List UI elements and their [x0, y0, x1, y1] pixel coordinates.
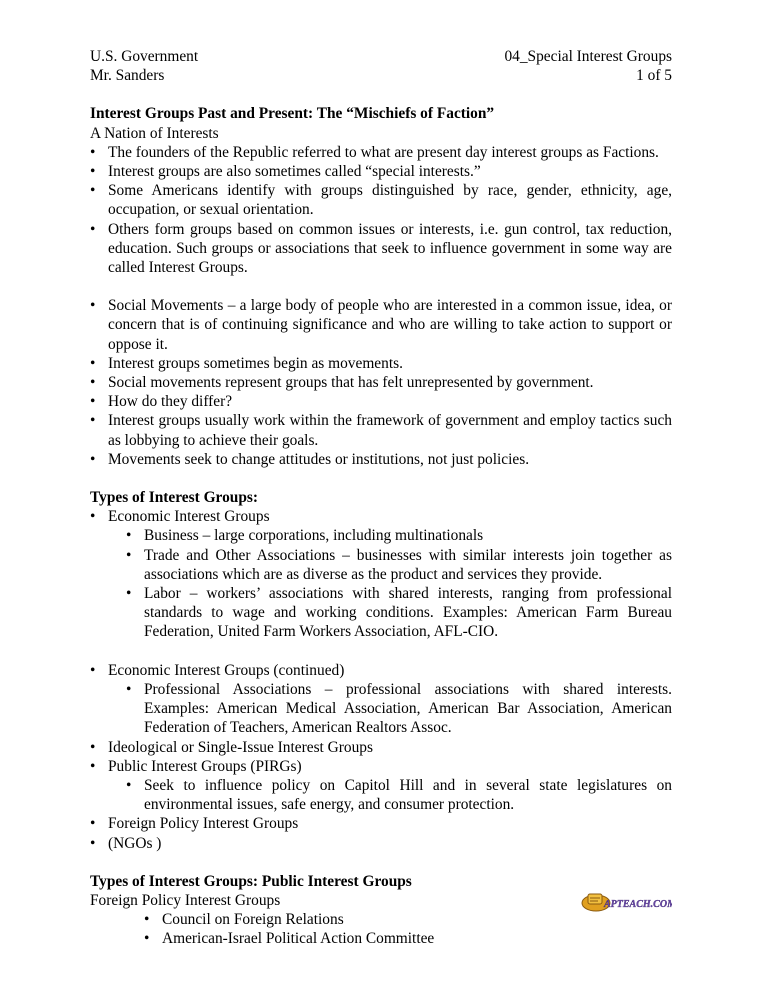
list-item: • Foreign Policy Interest Groups: [90, 814, 672, 833]
list-item: • How do they differ?: [90, 392, 672, 411]
sub-list-item: • Seek to influence policy on Capitol Hill and in several state legislatures on environmental issues, safe energy, and consumer protection.: [90, 776, 672, 814]
teacher-name: Mr. Sanders: [90, 67, 165, 85]
list-item: • Others form groups based on common issues or interests, i.e. gun control, tax reduction, education. Such groups or associations that seek to influence government in some way are called Interest Groups.: [90, 220, 672, 278]
list-item: • Social Movements – a large body of people who are interested in a common issue, idea, or concern that is of continuing significance and who are willing to take action to support or oppose it.: [90, 296, 672, 354]
section-title: Types of Interest Groups:: [90, 489, 259, 507]
sub-list-item: • Trade and Other Associations – businesses with similar interests join together as associations which are as diverse as the product and services they provide.: [90, 546, 672, 584]
page-number: 1 of 5: [636, 67, 672, 85]
svg-text:APTEACH.COM: APTEACH.COM: [604, 899, 672, 910]
list-item: • Social movements represent groups that has felt unrepresented by government.: [90, 373, 672, 392]
section-subtitle: Foreign Policy Interest Groups: [90, 891, 281, 909]
sub-list-item: • American-Israel Political Action Committee: [90, 929, 672, 948]
list-item: • Interest groups are also sometimes called “special interests.”: [90, 162, 672, 181]
document-page: [90, 47, 672, 949]
section-subtitle: A Nation of Interests: [90, 124, 219, 142]
list-item: • Economic Interest Groups: [90, 507, 672, 526]
sub-list-item: • Professional Associations – professional associations with shared interests. Examples: American Medical Association, American Bar Association, American Federation of Teachers, American Realtors Assoc.: [90, 680, 672, 738]
list-item: • Interest groups usually work within the framework of government and employ tactics such as lobbying to achieve their goals.: [90, 411, 672, 449]
sub-list-item: • Labor – workers’ associations with shared interests, ranging from professional standards to wage and working conditions. Examples: American Farm Bureau Federation, United Farm Workers Association, AFL-CIO.: [90, 584, 672, 642]
header-left: [90, 47, 198, 85]
section-title: Interest Groups Past and Present: The “Mischiefs of Faction”: [90, 105, 495, 123]
course-name: U.S. Government: [90, 48, 199, 65]
list-item: • Movements seek to change attitudes or institutions, not just policies.: [90, 450, 672, 469]
list-item: • (NGOs ): [90, 834, 672, 853]
list-item: • Public Interest Groups (PIRGs): [90, 757, 672, 776]
list-item: • Economic Interest Groups (continued): [90, 661, 672, 680]
sub-list-item: • Business – large corporations, including multinationals: [90, 526, 672, 545]
header-right: [504, 47, 672, 85]
apteach-logo-icon: [580, 888, 672, 914]
sub-list-item: • Council on Foreign Relations: [90, 910, 672, 929]
list-item: • Interest groups sometimes begin as movements.: [90, 354, 672, 373]
list-item: • Some Americans identify with groups distinguished by race, gender, ethnicity, age, occupation, or sexual orientation.: [90, 181, 672, 219]
section-title: Types of Interest Groups: Public Interest Groups: [90, 872, 412, 890]
page-header: [90, 47, 672, 85]
list-item: • Ideological or Single-Issue Interest Groups: [90, 738, 672, 757]
list-item: • The founders of the Republic referred to what are present day interest groups as Factions.: [90, 143, 672, 162]
file-name: 04_Special Interest Groups: [504, 48, 672, 65]
apteach-logo: [580, 888, 672, 914]
